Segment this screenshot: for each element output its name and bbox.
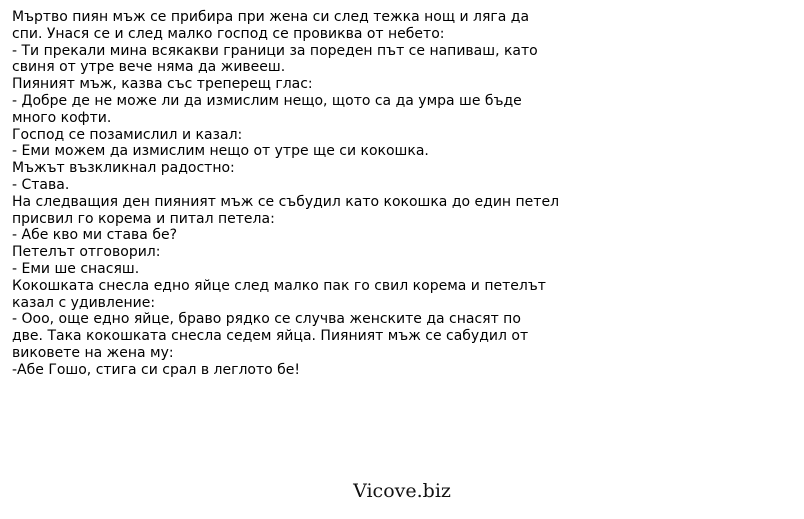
joke-line: Пияният мъж, казва със треперещ глас: — [12, 76, 313, 93]
joke-line: Мъртво пиян мъж се прибира при жена си след тежка нощ и ляга да — [12, 9, 530, 25]
joke-line: - Добре де не може ли да измислим нещо, щото са да умра ше бъде — [12, 92, 522, 109]
joke-line: - Абе кво ми става бе? — [12, 227, 177, 244]
joke-line: свиня от утре вече няма да живееш. — [12, 59, 286, 76]
joke-line: виковете на жена му: — [12, 344, 174, 361]
joke-line: Петелът отговорил: — [12, 244, 161, 261]
joke-line: две. Така кокошката снесла седем яйца. Пияният мъж се сабудил от — [12, 328, 529, 345]
joke-line: Кокошката снесла едно яйце след малко пак го свил корема и петелът — [12, 277, 546, 294]
joke-line: Господ се позамислил и казал: — [12, 126, 243, 143]
site-watermark: Vicove.biz — [353, 480, 451, 502]
joke-text — [12, 9, 592, 379]
joke-line: -Абе Гошо, стига си срал в леглото бе! — [12, 361, 301, 378]
joke-line: - Ооо, още едно яйце, браво рядко се случва женските да снасят по — [12, 311, 521, 328]
joke-line: казал с удивление: — [12, 294, 156, 311]
joke-line: - Ти прекали мина всякакви граници за пореден път се напиваш, като — [12, 42, 538, 59]
joke-line: - Еми ше снасяш. — [12, 260, 140, 277]
joke-line: - Става. — [12, 176, 70, 193]
joke-line: присвил го корема и питал петела: — [12, 210, 275, 227]
joke-line: На следващия ден пияният мъж се събудил като кокошка до един петел — [12, 193, 560, 210]
joke-line: много кофти. — [12, 109, 112, 126]
joke-line: спи. Унася се и след малко господ се провиква от небето: — [12, 25, 445, 42]
joke-line: Мъжът възкликнал радостно: — [12, 160, 235, 177]
joke-line: - Еми можем да измислим нещо от утре ще си кокошка. — [12, 143, 429, 160]
